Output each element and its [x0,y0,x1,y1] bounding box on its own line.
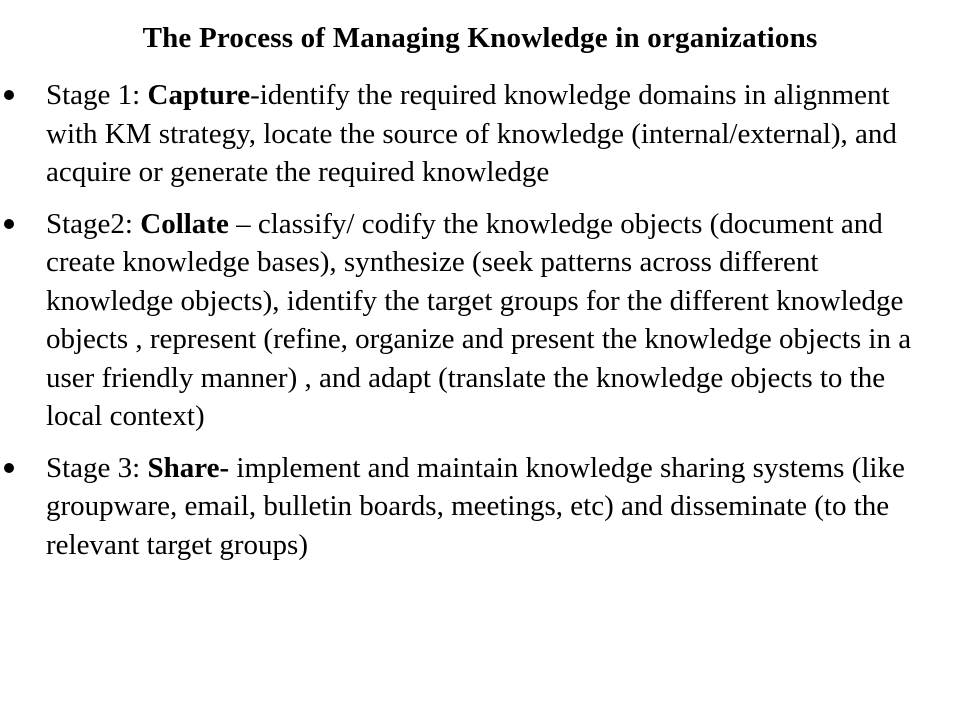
bullet-icon [4,463,14,473]
slide-title: The Process of Managing Knowledge in organizations [142,22,818,54]
stage-1-keyword: Capture [147,79,251,111]
bullet-icon [4,90,14,100]
stage-1-description: -identify the required knowledge domains in alignment with KM strategy, locate the source of knowledge (internal/external), and acquire or generate the required knowledge [46,79,897,188]
bullet-icon [4,219,14,229]
stage-1-item [0,76,960,192]
stage-3-description: implement and maintain knowledge sharing systems (like groupware, email, bulletin boards, meetings, etc) and disseminate (to the relevant target groups) [46,451,905,561]
stage-2-item [0,205,960,436]
stage-list [0,76,960,577]
stage-3-text [46,449,936,565]
stage-1-prefix: Stage 1: [46,79,148,111]
stage-1-text [46,76,936,192]
stage-2-text [46,205,936,436]
stage-3-item [0,449,960,565]
stage-2-description: – classify/ codify the knowledge objects (document and create knowledge bases), synthesize (seek patterns across different knowledge objects), identify the target groups for the different knowledge objects , represent (refine, organize and present the knowledge objects in a user friendly manner) , and adapt (translate the knowledge objects to the local context) [46,207,912,432]
stage-3-keyword: Share- [147,451,230,484]
stage-2-prefix: Stage2: [46,207,141,240]
stage-2-keyword: Collate [140,207,229,240]
stage-3-prefix: Stage 3: [46,451,148,484]
